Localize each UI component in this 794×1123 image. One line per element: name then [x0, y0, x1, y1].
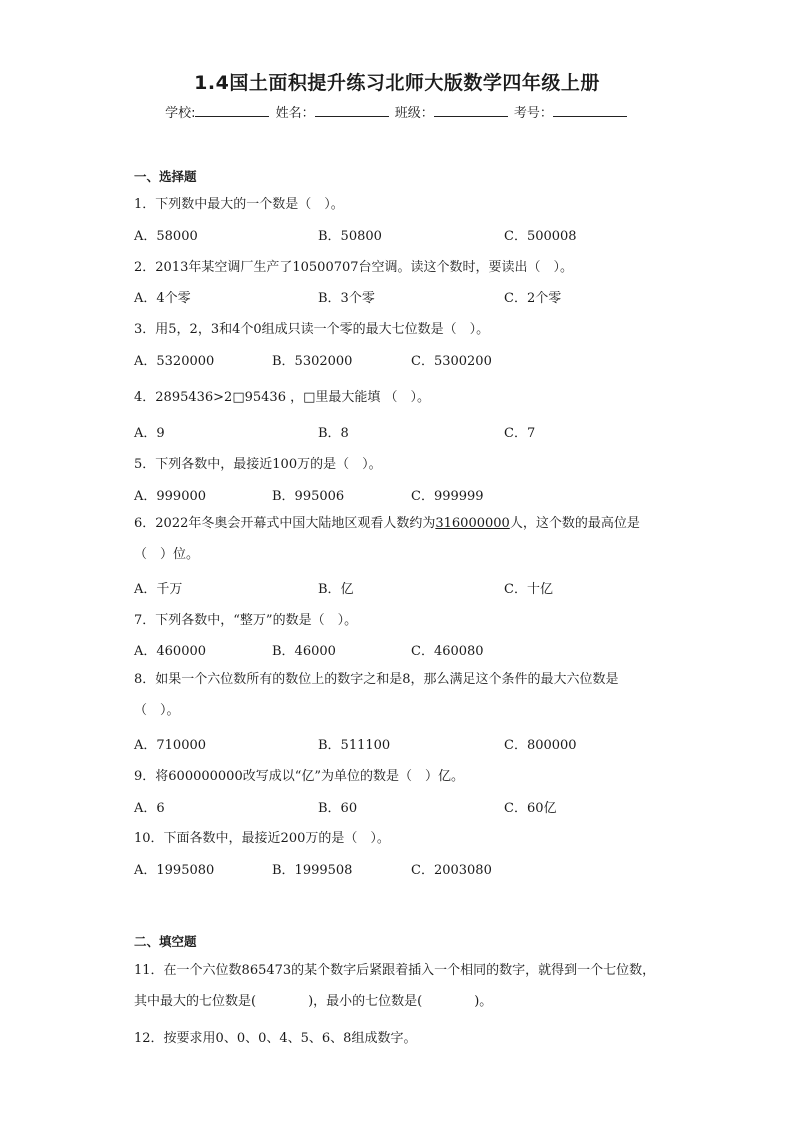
- number-blank[interactable]: [553, 104, 627, 117]
- option-b[interactable]: B．995006: [272, 489, 345, 504]
- question-2-options: [134, 287, 674, 305]
- section-heading-fill: 二、填空题: [134, 934, 197, 949]
- question-8-options: [134, 734, 674, 752]
- option-c[interactable]: C．999999: [411, 489, 484, 504]
- section-heading-choice: 一、选择题: [134, 169, 197, 184]
- question-4-options: [134, 422, 674, 440]
- page-title: 1.4国土面积提升练习北师大版数学四年级上册: [194, 72, 600, 94]
- number-label: 考号：: [513, 106, 553, 121]
- option-c[interactable]: C．2个零: [504, 291, 562, 306]
- question-5-options: [134, 485, 674, 503]
- question-10-options: [134, 859, 674, 877]
- option-a[interactable]: A．1995080: [134, 863, 215, 878]
- question-10: 10．下面各数中，最接近200万的是（ ）。: [134, 831, 390, 846]
- option-c[interactable]: C．460080: [411, 644, 484, 659]
- option-c[interactable]: C．800000: [504, 738, 577, 753]
- name-blank[interactable]: [315, 104, 389, 117]
- question-11: 11．在一个六位数865473的某个数字后紧跟着插入一个相同的数字，就得到一个七位数，其中最大的七位数是( )，最小的七位数是( )。: [134, 963, 656, 1009]
- option-c[interactable]: C．60亿: [504, 801, 557, 816]
- question-3: 3．用5，2，3和4个0组成只读一个零的最大七位数是（ ）。: [134, 322, 490, 337]
- question-8: 8．如果一个六位数所有的数位上的数字之和是8，那么满足这个条件的最大六位数是（ ）。: [134, 672, 619, 718]
- school-label: 学校:: [165, 106, 196, 121]
- question-6-options: [134, 578, 674, 596]
- question-6-text-after: 人，这个数的最高位是（ ）位。: [134, 516, 640, 562]
- option-b[interactable]: B．1999508: [272, 863, 353, 878]
- option-c[interactable]: C．7: [504, 426, 536, 441]
- option-a[interactable]: A．5320000: [134, 354, 215, 369]
- class-blank[interactable]: [434, 104, 508, 117]
- option-c[interactable]: C．十亿: [504, 582, 553, 597]
- option-b[interactable]: B．50800: [318, 229, 382, 244]
- question-6-underlined-number: 316000000: [435, 516, 510, 531]
- option-a[interactable]: A．千万: [134, 582, 183, 597]
- option-a[interactable]: A．6: [134, 801, 165, 816]
- question-12: 12．按要求用0、0、0、4、5、6、8组成数字。: [134, 1031, 417, 1046]
- option-b[interactable]: B．511100: [318, 738, 391, 753]
- option-c[interactable]: C．5300200: [411, 354, 492, 369]
- option-a[interactable]: A．9: [134, 426, 165, 441]
- option-a[interactable]: A．999000: [134, 489, 207, 504]
- option-b[interactable]: B．3个零: [318, 291, 375, 306]
- question-1-options: [134, 225, 674, 243]
- option-b[interactable]: B．8: [318, 426, 349, 441]
- option-a[interactable]: A．58000: [134, 229, 198, 244]
- question-7-options: [134, 640, 674, 658]
- question-6: [134, 508, 664, 570]
- question-9-options: [134, 797, 674, 815]
- option-c[interactable]: C．2003080: [411, 863, 492, 878]
- class-label: 班级：: [394, 106, 434, 121]
- option-b[interactable]: B．5302000: [272, 354, 353, 369]
- student-info-line: [0, 102, 794, 121]
- question-3-options: [134, 350, 674, 368]
- name-label: 姓名：: [275, 106, 315, 121]
- question-2: 2．2013年某空调厂生产了10500707台空调。读这个数时，要读出（ ）。: [134, 260, 574, 275]
- question-5: 5．下列各数中，最接近100万的是（ ）。: [134, 457, 382, 472]
- option-b[interactable]: B．亿: [318, 582, 354, 597]
- school-blank[interactable]: [195, 104, 269, 117]
- question-4: 4．2895436>2□95436 ，□里最大能填 （ ）。: [134, 390, 431, 405]
- option-a[interactable]: A．710000: [134, 738, 207, 753]
- question-9: 9．将600000000改写成以“亿”为单位的数是（ ）亿。: [134, 769, 465, 784]
- option-a[interactable]: A．4个零: [134, 291, 191, 306]
- question-6-text-before: 6．2022年冬奥会开幕式中国大陆地区观看人数约为: [134, 516, 436, 531]
- option-a[interactable]: A．460000: [134, 644, 207, 659]
- option-b[interactable]: B．46000: [272, 644, 336, 659]
- option-b[interactable]: B．60: [318, 801, 358, 816]
- question-7: 7．下列各数中，“整万”的数是（ ）。: [134, 613, 358, 628]
- option-c[interactable]: C．500008: [504, 229, 577, 244]
- question-1: 1．下列数中最大的一个数是（ ）。: [134, 197, 344, 212]
